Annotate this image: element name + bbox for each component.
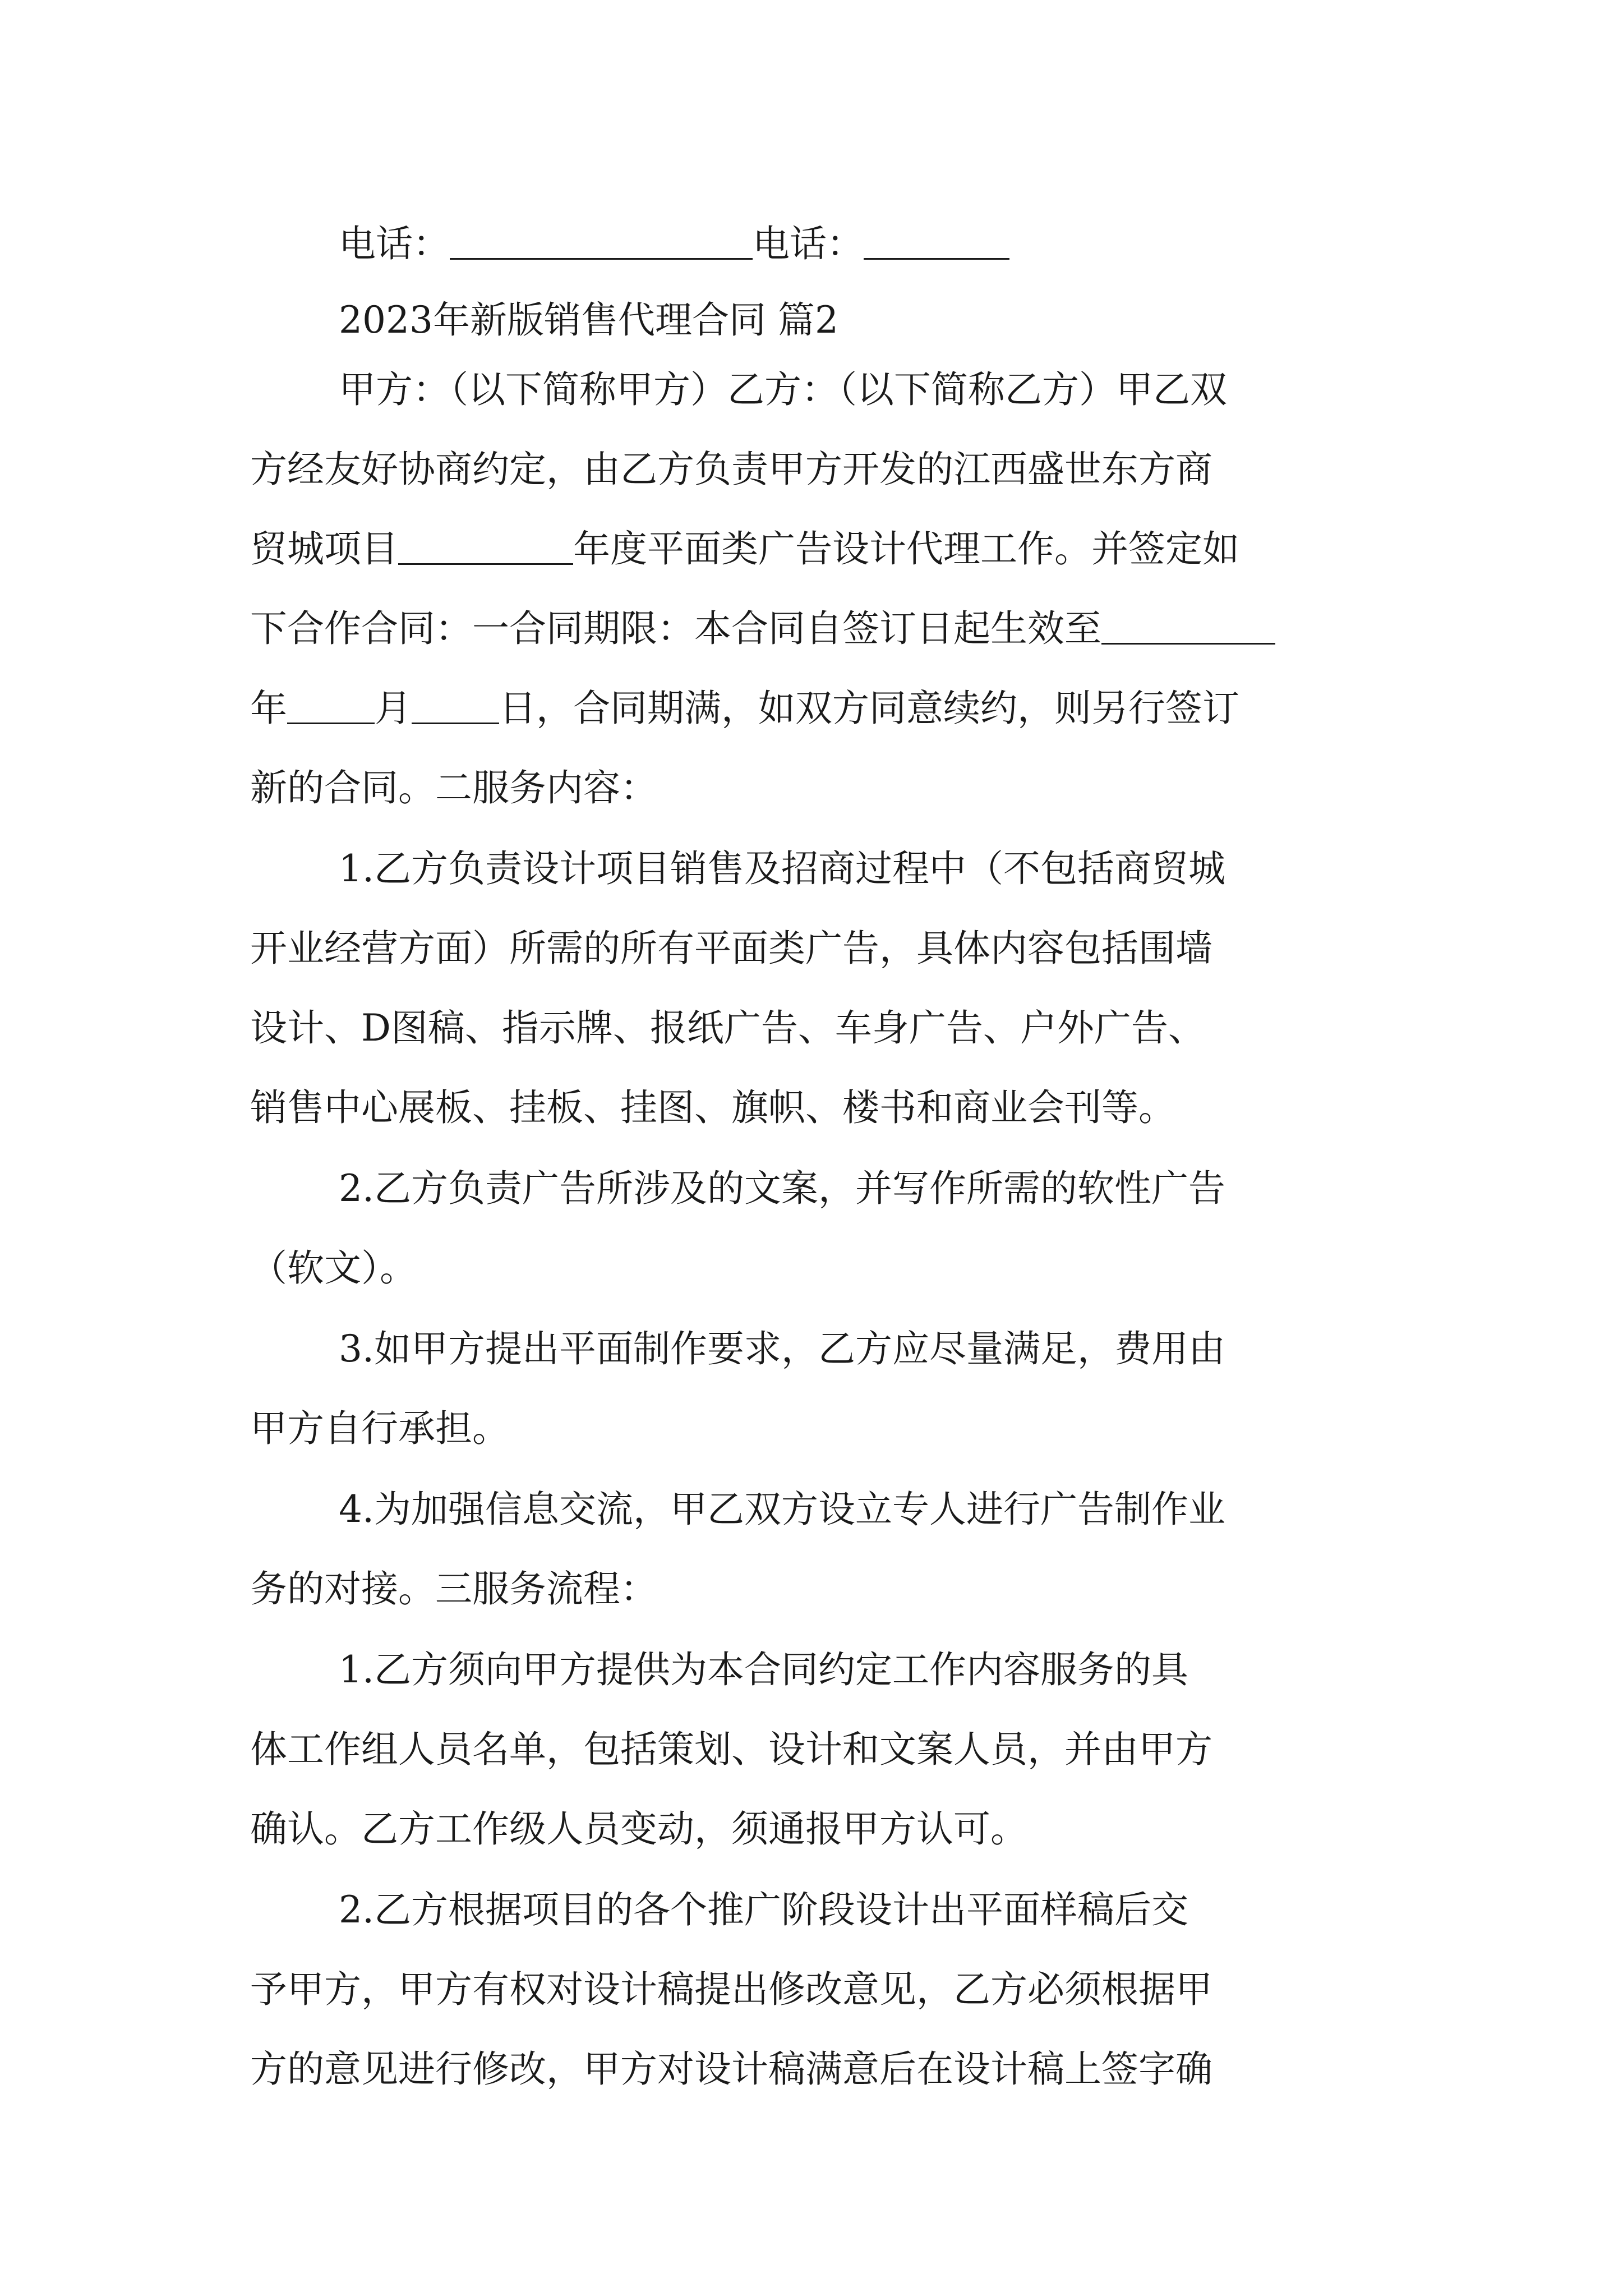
paragraph-line xyxy=(250,518,1394,580)
line-text: 年度平面类广告设计代理工作。并签定如 xyxy=(573,527,1239,570)
line-text: 日，合同期满，如双方同意续约，则另行签订 xyxy=(499,687,1239,730)
paragraph-line: 2.乙方根据项目的各个推广阶段设计出平面样稿后交 xyxy=(339,1888,1188,1931)
phone-blank-a xyxy=(450,221,753,260)
document-title: 2023年新版销售代理合同 篇2 xyxy=(339,298,838,342)
paragraph-line xyxy=(250,598,1394,660)
paragraph-line xyxy=(250,678,1394,739)
paragraph-line: 甲方自行承担。 xyxy=(250,1407,509,1450)
line-text: 月 xyxy=(375,687,412,730)
paragraph-line: 设计、D图稿、指示牌、报纸广告、车身广告、户外广告、 xyxy=(250,1006,1205,1050)
paragraph-line: 3.如甲方提出平面制作要求，乙方应尽量满足，费用由 xyxy=(339,1327,1225,1370)
paragraph-line: 甲方：（以下简称甲方）乙方：（以下简称乙方）甲乙双 xyxy=(339,368,1227,411)
year-blank xyxy=(398,526,573,565)
paragraph-line: 开业经营方面）所需的所有平面类广告，具体内容包括围墙 xyxy=(250,927,1212,970)
month-blank xyxy=(287,685,375,724)
phone-label-a: 电话： xyxy=(339,222,450,265)
day-blank xyxy=(412,685,499,724)
paragraph-line: 予甲方，甲方有权对设计稿提出修改意见，乙方必须根据甲 xyxy=(250,1968,1212,2011)
line-text: 年 xyxy=(250,687,287,730)
paragraph-line: 方经友好协商约定，由乙方负责甲方开发的江西盛世东方商 xyxy=(250,448,1212,491)
paragraph-line: （软文）。 xyxy=(250,1246,417,1290)
paragraph-line: 新的合同。二服务内容： xyxy=(250,766,657,809)
paragraph-line: 1.乙方负责设计项目销售及招商过程中（不包括商贸城 xyxy=(339,847,1225,890)
paragraph-line: 方的意见进行修改，甲方对设计稿满意后在设计稿上签字确 xyxy=(250,2047,1212,2091)
line-text: 下合作合同：一合同期限：本合同自签订日起生效至 xyxy=(250,607,1101,650)
phone-blank-b xyxy=(864,221,1009,260)
phone-line xyxy=(339,213,1483,275)
paragraph-line: 4.为加强信息交流，甲乙双方设立专人进行广告制作业 xyxy=(339,1488,1225,1531)
line-text: 贸城项目 xyxy=(250,527,398,570)
paragraph-line: 销售中心展板、挂板、挂图、旗帜、楼书和商业会刊等。 xyxy=(250,1086,1175,1129)
end-date-blank xyxy=(1101,606,1275,645)
paragraph-line: 务的对接。三服务流程： xyxy=(250,1567,657,1611)
paragraph-line: 2.乙方负责广告所涉及的文案，并写作所需的软性广告 xyxy=(339,1167,1225,1210)
paragraph-line: 1.乙方须向甲方提供为本合同约定工作内容服务的具 xyxy=(339,1648,1188,1691)
paragraph-line: 体工作组人员名单，包括策划、设计和文案人员，并由甲方 xyxy=(250,1728,1212,1771)
phone-label-b: 电话： xyxy=(753,222,864,265)
paragraph-line: 确认。乙方工作级人员变动，须通报甲方认可。 xyxy=(250,1807,1027,1851)
